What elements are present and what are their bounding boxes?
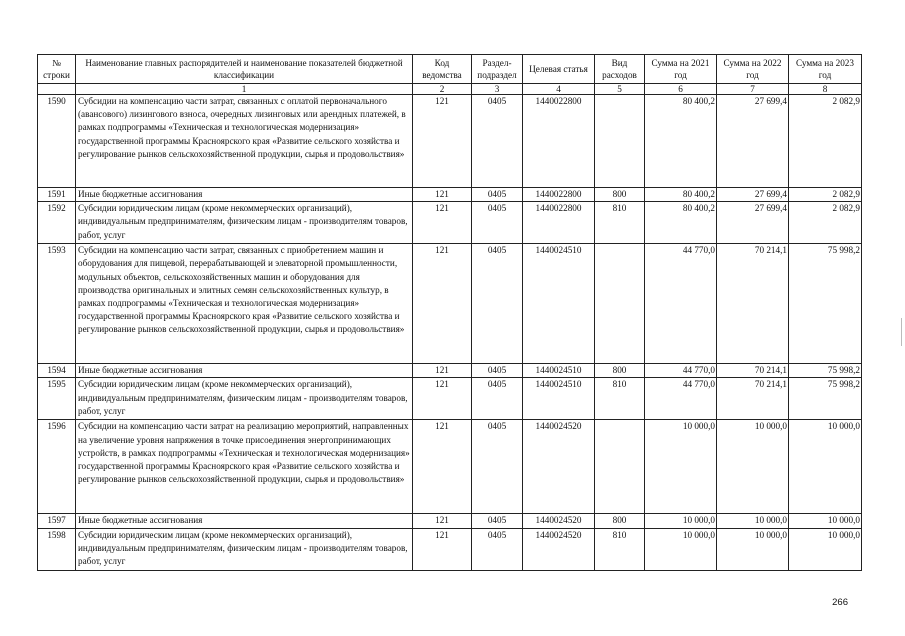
sum-2021: 10 000,0: [645, 514, 717, 528]
header-sum-2023: Сумма на 2023 год: [789, 55, 862, 84]
row-number: 1597: [38, 514, 76, 528]
header-sum-2021: Сумма на 2021 год: [645, 55, 717, 84]
sum-2023: 10 000,0: [789, 420, 862, 514]
target-article: 1440022800: [523, 95, 595, 188]
department-code: 121: [413, 528, 472, 570]
row-name: Субсидии юридическим лицам (кроме некоммерческих организаций), индивидуальным предпринимателям, физическим лицам - производителям товаров, работ, услуг: [76, 202, 413, 244]
expense-type: 800: [595, 364, 645, 378]
column-number: 1: [76, 84, 413, 95]
sum-2023: 2 082,9: [789, 202, 862, 244]
row-number: 1590: [38, 95, 76, 188]
target-article: 1440024510: [523, 244, 595, 364]
section-code: 0405: [472, 244, 523, 364]
table-row: [38, 188, 862, 202]
row-name: Субсидии на компенсацию части затрат, связанных с приобретением машин и оборудования для пищевой, перерабатывающей и элеваторной промышленности, модульных объектов, сельскохозяйственных машин и оборудования для производства оригинальных и элитных семян сельскохозяйственных культур, в рамках подпрограммы «Техническая и технологическая модернизация» государственной программы Красноярского края «Развитие сельского хозяйства и регулирование рынков сельскохозяйственной продукции, сырья и продовольствия»: [76, 244, 413, 364]
target-article: 1440024520: [523, 514, 595, 528]
column-number: 3: [472, 84, 523, 95]
sum-2023: 2 082,9: [789, 188, 862, 202]
sum-2021: 80 400,2: [645, 202, 717, 244]
header-department-code: Код ведомства: [413, 55, 472, 84]
header-expense-type: Вид расходов: [595, 55, 645, 84]
department-code: 121: [413, 378, 472, 420]
target-article: 1440024520: [523, 420, 595, 514]
section-code: 0405: [472, 420, 523, 514]
sum-2022: 70 214,1: [717, 244, 789, 364]
expense-type: 800: [595, 188, 645, 202]
column-number: 7: [717, 84, 789, 95]
table-row: [38, 528, 862, 570]
department-code: 121: [413, 364, 472, 378]
row-number: 1594: [38, 364, 76, 378]
department-code: 121: [413, 188, 472, 202]
table-header: [38, 55, 862, 95]
sum-2022: 10 000,0: [717, 528, 789, 570]
table-row: [38, 364, 862, 378]
table-row: [38, 378, 862, 420]
row-name: Субсидии на компенсацию части затрат на реализацию мероприятий, направленных на увеличение уровня напряжения в точке присоединения энергопринимающих устройств, в рамках подпрограммы «Техническая и технологическая модернизация» государственной программы Красноярского края «Развитие сельского хозяйства и регулирование рынков сельскохозяйственной продукции, сырья и продовольствия»: [76, 420, 413, 514]
row-number: 1592: [38, 202, 76, 244]
header-sum-2022: Сумма на 2022 год: [717, 55, 789, 84]
row-name: Субсидии юридическим лицам (кроме некоммерческих организаций), индивидуальным предпринимателям, физическим лицам - производителям товаров, работ, услуг: [76, 378, 413, 420]
department-code: 121: [413, 244, 472, 364]
sum-2022: 27 699,4: [717, 95, 789, 188]
department-code: 121: [413, 202, 472, 244]
row-number: 1595: [38, 378, 76, 420]
column-number: [38, 84, 76, 95]
column-number: 6: [645, 84, 717, 95]
row-name: Иные бюджетные ассигнования: [76, 514, 413, 528]
page-number: 266: [832, 597, 848, 608]
sum-2022: 10 000,0: [717, 514, 789, 528]
row-name: Субсидии юридическим лицам (кроме некоммерческих организаций), индивидуальным предпринимателям, физическим лицам - производителям товаров, работ, услуг: [76, 528, 413, 570]
header-name: Наименование главных распорядителей и наименование показателей бюджетной классификации: [76, 55, 413, 84]
scan-edge-mark: [901, 318, 902, 346]
sum-2023: 10 000,0: [789, 514, 862, 528]
sum-2021: 80 400,2: [645, 188, 717, 202]
row-name: Иные бюджетные ассигнования: [76, 188, 413, 202]
row-number: 1593: [38, 244, 76, 364]
table-row: [38, 244, 862, 364]
sum-2021: 44 770,0: [645, 378, 717, 420]
sum-2022: 27 699,4: [717, 202, 789, 244]
sum-2023: 75 998,2: [789, 364, 862, 378]
header-row-number: № строки: [38, 55, 76, 84]
department-code: 121: [413, 514, 472, 528]
department-code: 121: [413, 420, 472, 514]
sum-2023: 10 000,0: [789, 528, 862, 570]
target-article: 1440022800: [523, 188, 595, 202]
sum-2023: 75 998,2: [789, 244, 862, 364]
section-code: 0405: [472, 514, 523, 528]
row-number: 1596: [38, 420, 76, 514]
sum-2021: 80 400,2: [645, 95, 717, 188]
column-number: 8: [789, 84, 862, 95]
section-code: 0405: [472, 528, 523, 570]
row-number: 1598: [38, 528, 76, 570]
column-number: 5: [595, 84, 645, 95]
expense-type: 810: [595, 202, 645, 244]
expense-type: 800: [595, 514, 645, 528]
section-code: 0405: [472, 378, 523, 420]
sum-2022: 70 214,1: [717, 364, 789, 378]
target-article: 1440024510: [523, 378, 595, 420]
section-code: 0405: [472, 202, 523, 244]
sum-2022: 10 000,0: [717, 420, 789, 514]
table-body: [38, 95, 862, 571]
header-target-article: Целевая статья: [523, 55, 595, 84]
sum-2022: 70 214,1: [717, 378, 789, 420]
expense-type: [595, 244, 645, 364]
sum-2022: 27 699,4: [717, 188, 789, 202]
column-number: 2: [413, 84, 472, 95]
expense-type: 810: [595, 378, 645, 420]
column-number: 4: [523, 84, 595, 95]
sum-2023: 2 082,9: [789, 95, 862, 188]
sum-2023: 75 998,2: [789, 378, 862, 420]
section-code: 0405: [472, 95, 523, 188]
section-code: 0405: [472, 188, 523, 202]
target-article: 1440022800: [523, 202, 595, 244]
target-article: 1440024520: [523, 528, 595, 570]
table-row: [38, 514, 862, 528]
sum-2021: 44 770,0: [645, 364, 717, 378]
sum-2021: 10 000,0: [645, 528, 717, 570]
header-section: Раздел-подраздел: [472, 55, 523, 84]
table-row: [38, 202, 862, 244]
expense-type: 810: [595, 528, 645, 570]
row-name: Иные бюджетные ассигнования: [76, 364, 413, 378]
target-article: 1440024510: [523, 364, 595, 378]
budget-table: [37, 54, 862, 571]
row-name: Субсидии на компенсацию части затрат, связанных с оплатой первоначального (авансового) лизингового взноса, очередных лизинговых или арендных платежей, в рамках подпрограммы «Техническая и технологическая модернизация» государственной программы Красноярского края «Развитие сельского хозяйства и регулирование рынков сельскохозяйственной продукции, сырья и продовольствия»: [76, 95, 413, 188]
table-row: [38, 420, 862, 514]
expense-type: [595, 95, 645, 188]
section-code: 0405: [472, 364, 523, 378]
row-number: 1591: [38, 188, 76, 202]
budget-table-sheet: [37, 54, 861, 571]
expense-type: [595, 420, 645, 514]
sum-2021: 44 770,0: [645, 244, 717, 364]
sum-2021: 10 000,0: [645, 420, 717, 514]
table-row: [38, 95, 862, 188]
department-code: 121: [413, 95, 472, 188]
